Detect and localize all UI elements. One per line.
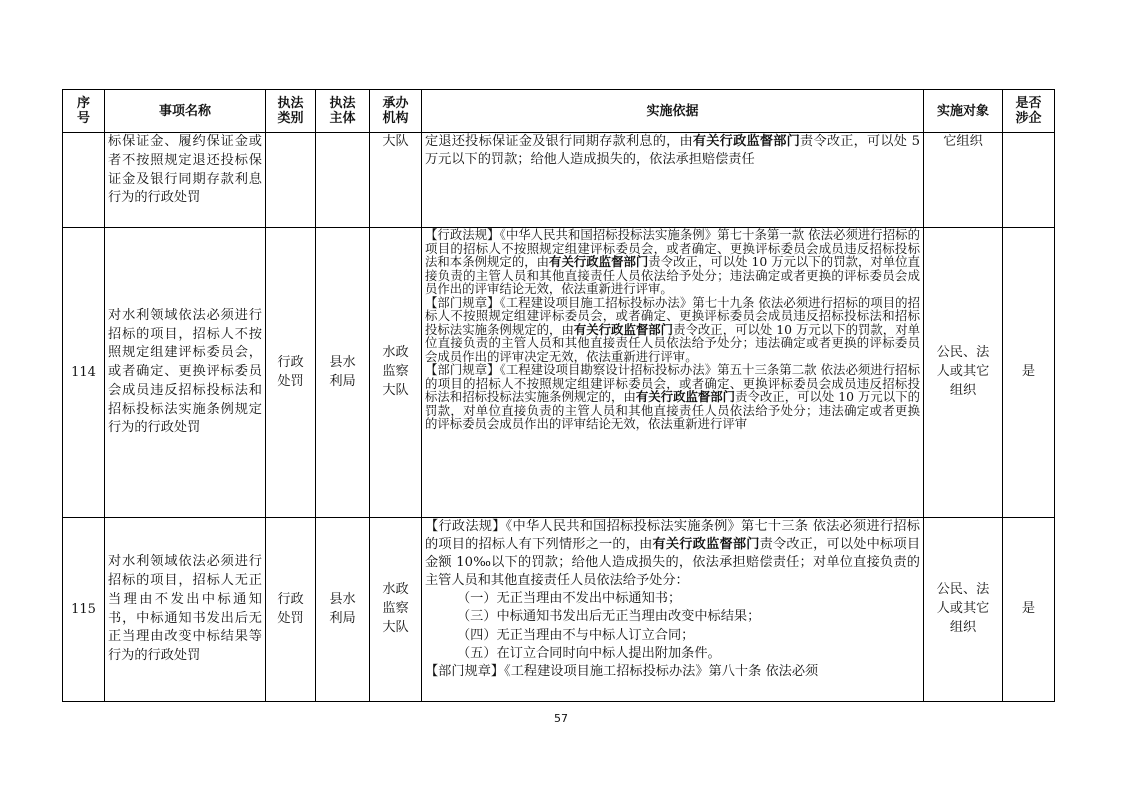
basis-paragraph: 【部门规章】《工程建设项目勘察设计招标投标办法》第五十三条第二款 依法必须进行招标的项目的招标人不按照规定组建评标委员会，或者确定、更换评标委员会成员违反招标投标法和招标投标法实施条例规定的，由有关行政监督部门责令改正，可以处 10 万元以下的罚款，对单位直接负责的主管人员和其他直接责任人员依法给予处分；违法确定或者更换的评标委员会成员作出的评审结论无效，依法重新进行评审 [425, 362, 920, 431]
page-number: 57 [554, 712, 568, 725]
header-subject: 执法主体 [316, 90, 370, 133]
row-item-name: 对水利领域依法必须进行招标的项目，招标人无正当理由不发出中标通知书，中标通知书发出后无正当理由改变中标结果等行为的行政处罚 [105, 518, 266, 702]
row-item-name: 标保证金、履约保证金或者不按照规定退还投标保证金及银行同期存款利息行为的行政处罚 [105, 133, 266, 228]
basis-list-item: （一）无正当理由不发出中标通知书； [457, 591, 682, 607]
row-enterprise: 是 [1003, 228, 1055, 518]
row-subject [316, 133, 370, 228]
table-row [63, 518, 1055, 702]
basis-list-item: （三）中标通知书发出后无正当理由改变中标结果； [457, 609, 761, 625]
header-basis: 实施依据 [422, 90, 924, 133]
row-seq: 114 [63, 228, 105, 518]
header-target: 实施对象 [924, 90, 1003, 133]
header-name: 事项名称 [105, 90, 266, 133]
row-basis: 定退还投标保证金及银行同期存款利息的，由有关行政监督部门责令改正，可以处 5 万元以下的罚款；给他人造成损失的，依法承担赔偿责任 [422, 133, 924, 228]
row-seq [63, 133, 105, 228]
row-item-name: 对水利领域依法必须进行招标的项目，招标人不按照规定组建评标委员会，或者确定、更换评标委员会成员违反招标投标法和招标投标法实施条例规定行为的行政处罚 [105, 228, 266, 518]
header-category: 执法类别 [266, 90, 316, 133]
row-seq: 115 [63, 518, 105, 702]
header-seq: 序号 [63, 90, 105, 133]
row-category [266, 133, 316, 228]
enforcement-table [62, 89, 1055, 702]
row-target: 公民、法人或其它组织 [924, 228, 1003, 518]
row-category: 行政处罚 [266, 518, 316, 702]
row-enterprise [1003, 133, 1055, 228]
row-agency: 水政监察大队 [370, 228, 422, 518]
row-basis [422, 228, 924, 518]
row-enterprise: 是 [1003, 518, 1055, 702]
basis-list-item: （五）在订立合同时向中标人提出附加条件。 [457, 645, 721, 661]
header-agency: 承办机构 [370, 90, 422, 133]
basis-paragraph: 【部门规章】《工程建设项目施工招标投标办法》第八十条 依法必须 [425, 663, 819, 679]
table-header-row [63, 90, 1055, 133]
row-agency: 水政监察大队 [370, 518, 422, 702]
basis-paragraph: 【行政法规】《中华人民共和国招标投标法实施条例》第七十三条 依法必须进行招标的项目的招标人有下列情形之一的，由有关行政监督部门责令改正，可以处中标项目金额 10‰以下的罚款；给他人造成损失的，依法承担赔偿责任；对单位直接负责的主管人员和其他直接责任人员依法给予处分： [425, 519, 921, 589]
row-basis [422, 518, 924, 702]
row-category: 行政处罚 [266, 228, 316, 518]
row-agency: 大队 [370, 133, 422, 228]
header-enterprise: 是否涉企 [1003, 90, 1055, 133]
basis-list-item: （四）无正当理由不与中标人订立合同； [457, 627, 695, 643]
table-row [63, 228, 1055, 518]
row-target: 它组织 [924, 133, 1003, 228]
basis-paragraph: 【部门规章】《工程建设项目施工招标投标办法》第七十九条 依法必须进行招标的项目的招标人不按照规定组建评标委员会，或者确定、更换评标委员会成员违反招标投标法和招标投标法实施条例规定的，由有关行政监督部门责令改正，可以处 10 万元以下的罚款，对单位直接负责的主管人员和其他直接责任人员依法给予处分；违法确定或者更换的评标委员会成员作出的评审决定无效，依法重新进行评审。 [425, 294, 920, 364]
row-subject: 县水利局 [316, 518, 370, 702]
basis-paragraph: 【行政法规】《中华人民共和国招标投标法实施条例》第七十条第一款 依法必须进行招标的项目的招标人不按照规定组建评标委员会，或者确定、更换评标委员会成员违反招标投标法和本条例规定的，由有关行政监督部门责令改正，可以处 10 万元以下的罚款，对单位直接负责的主管人员和其他直接责任人员依法给予处分；违法确定或者更换的评标委员会成员作出的评审结论无效，依法重新进行评审。 [425, 227, 921, 296]
table-row [63, 133, 1055, 228]
row-subject: 县水利局 [316, 228, 370, 518]
row-target: 公民、法人或其它组织 [924, 518, 1003, 702]
